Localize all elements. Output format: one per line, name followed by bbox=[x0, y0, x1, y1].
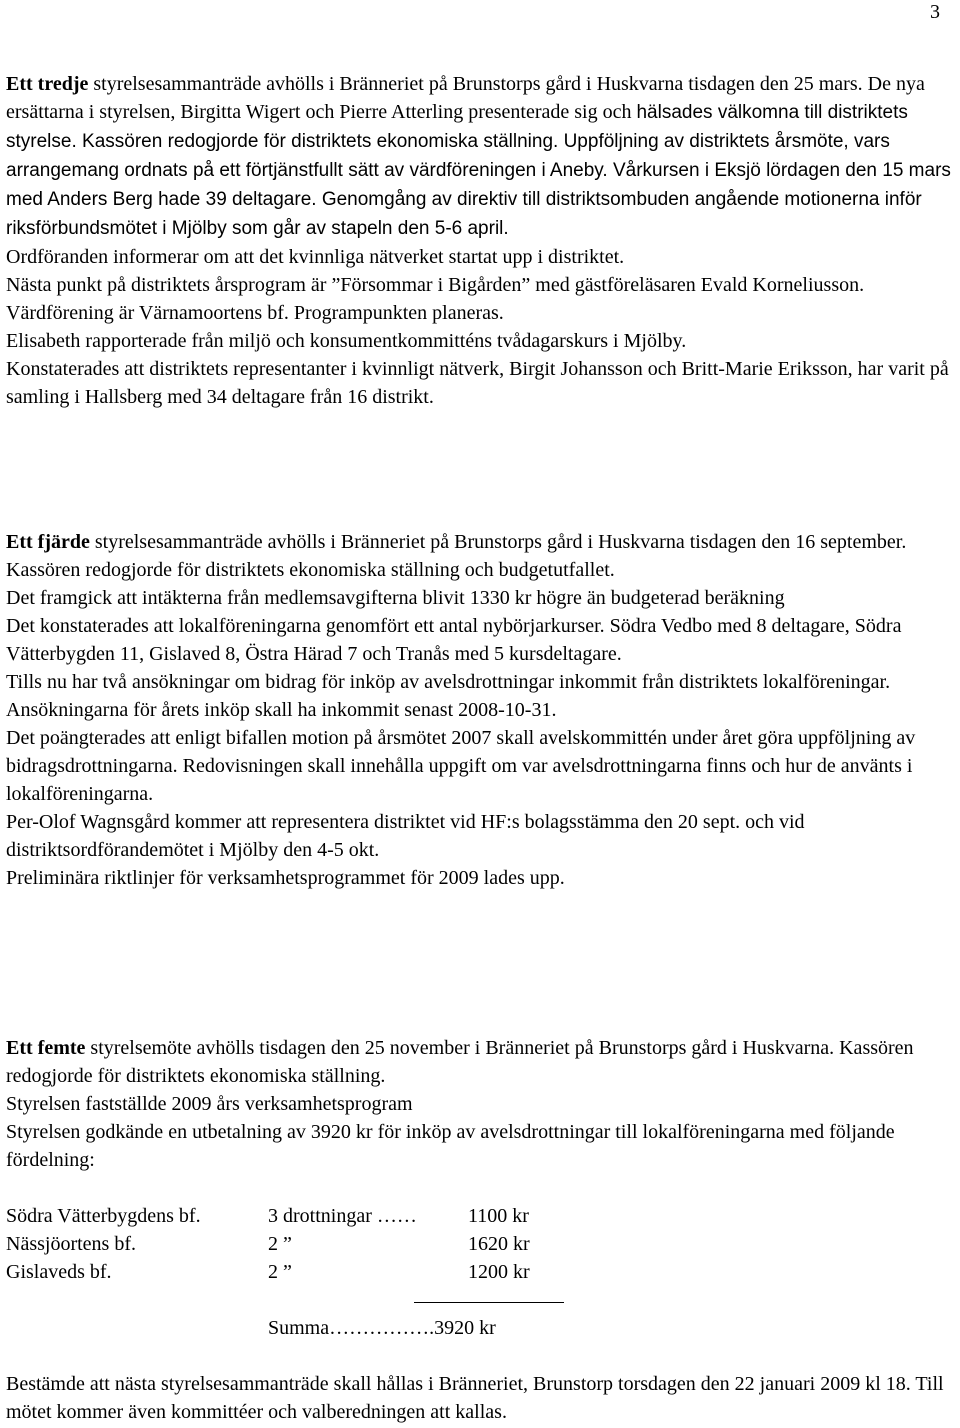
paragraph: Elisabeth rapporterade från miljö och konsumentkommitténs tvådagarskurs i Mjölby. bbox=[6, 330, 687, 352]
text-run: styrelsemöte avhölls tisdagen den 25 november i Bränneriet på Brunstorps gård i Huskvarna. Kassören redogjorde för distriktets ekonomiska ställning. bbox=[6, 1037, 914, 1087]
page-number: 3 bbox=[930, 1, 940, 23]
paragraph: Tills nu har två ansökningar om bidrag för inköp av avelsdrottningar inkommit från distriktets lokalföreningar. Ansökningarna för årets inköp skall ha inkommit senast 2008-10-31. bbox=[6, 671, 891, 721]
paragraph: Det poängterades att enligt bifallen motion på årsmötet 2007 skall avelskommittén under året göra uppföljning av bidragsdrottningarna. Redovisningen skall innehålla uppgift om var avelsdrottningarna finns och hur de använts i lokalföreningarna. bbox=[6, 727, 916, 805]
section-closing bbox=[6, 1370, 954, 1426]
text-run: styrelsesammanträde avhölls i Bränneriet på Brunstorps gård i Huskvarna tisdagen den 16 september. Kassören redogjorde för distriktets ekonomiska ställning och budgetutfallet. bbox=[6, 531, 907, 581]
sum-line: Summa…………….3920 kr bbox=[268, 1317, 496, 1339]
paragraph: Bestämde att nästa styrelsesammanträde skall hållas i Bränneriet, Brunstorp torsdagen den 22 januari 2009 kl 18. Till mötet kommer även kommittéer och valberedningen att kallas. bbox=[6, 1373, 944, 1423]
paragraph: Styrelsen godkände en utbetalning av 3920 kr för inköp av avelsdrottningar till lokalföreningarna med följande fördelning: bbox=[6, 1121, 895, 1171]
paragraph: Preliminära riktlinjer för verksamhetsprogrammet för 2009 lades upp. bbox=[6, 867, 565, 889]
paragraph: Per-Olof Wagnsgård kommer att representera distriktet vid HF:s bolagsstämma den 20 sept. och vid distriktsordförandemötet i Mjölby den 4-5 okt. bbox=[6, 811, 805, 861]
queen-count: 2 ” bbox=[268, 1233, 292, 1255]
paragraph: Ordföranden informerar om att det kvinnliga nätverket startat upp i distriktet. bbox=[6, 246, 625, 268]
association-name: Gislaveds bf. bbox=[6, 1261, 112, 1283]
sum-rule bbox=[414, 1302, 564, 1303]
queen-count: 2 ” bbox=[268, 1261, 292, 1283]
lead-bold: Ett fjärde bbox=[6, 531, 90, 553]
paragraph: Det framgick att intäkterna från medlemsavgifterna blivit 1330 kr högre än budgeterad beräkning bbox=[6, 587, 785, 609]
queen-count: 3 drottningar …… bbox=[268, 1205, 417, 1227]
paragraph: Det konstaterades att lokalföreningarna genomfört ett antal nybörjarkurser. Södra Vedbo med 8 deltagare, Södra Vätterbygden 11, Gislaved 8, Östra Härad 7 och Tranås med 5 kursdeltagare. bbox=[6, 615, 902, 665]
lead-bold: Ett tredje bbox=[6, 73, 89, 95]
section-third-meeting bbox=[6, 70, 954, 411]
association-name: Södra Vätterbygdens bf. bbox=[6, 1205, 201, 1227]
paragraph bbox=[6, 70, 954, 243]
amount: 1620 kr bbox=[468, 1233, 530, 1255]
paragraph bbox=[6, 1034, 954, 1090]
amount: 1100 kr bbox=[468, 1205, 529, 1227]
association-name: Nässjöortens bf. bbox=[6, 1233, 136, 1255]
amount: 1200 kr bbox=[468, 1261, 530, 1283]
paragraph: Konstaterades att distriktets representanter i kvinnligt nätverk, Birgit Johansson och Britt-Marie Eriksson, har varit på samling i Hallsberg med 34 deltagare från 16 distrikt. bbox=[6, 358, 949, 408]
paragraph bbox=[6, 528, 954, 584]
text-run-sans: hälsades välkomna till distriktets styrelse. Kassören redogjorde för distriktets ekonomiska ställning. Uppföljning av distriktets årsmöte, vars arrangemang ordnats på ett förtjänstfullt sätt av värdföreningen i Aneby. Vårkursen i Eksjö lördagen den 15 mars med Anders Berg hade 39 deltagare. Genomgång av direktiv till distriktsombuden angående motionerna inför riksförbundsmötet i Mjölby som går av stapeln den 5-6 april. bbox=[6, 102, 951, 239]
text-run: styrelsesammanträde avhölls i Bränneriet på Brunstorps gård i Huskvarna tisdagen den 25 mars. De nya ersättarna i styrelsen, Birgitta Wigert och Pierre Atterling presenterade sig och bbox=[6, 73, 925, 123]
section-fifth-meeting bbox=[6, 1034, 954, 1174]
lead-bold: Ett femte bbox=[6, 1037, 86, 1059]
paragraph: Styrelsen fastställde 2009 års verksamhetsprogram bbox=[6, 1093, 413, 1115]
paragraph: Nästa punkt på distriktets årsprogram är ”Försommar i Bigården” med gästföreläsaren Evald Korneliusson. Värdförening är Värnamoortens bf. Programpunkten planeras. bbox=[6, 274, 865, 324]
section-fourth-meeting bbox=[6, 528, 954, 892]
